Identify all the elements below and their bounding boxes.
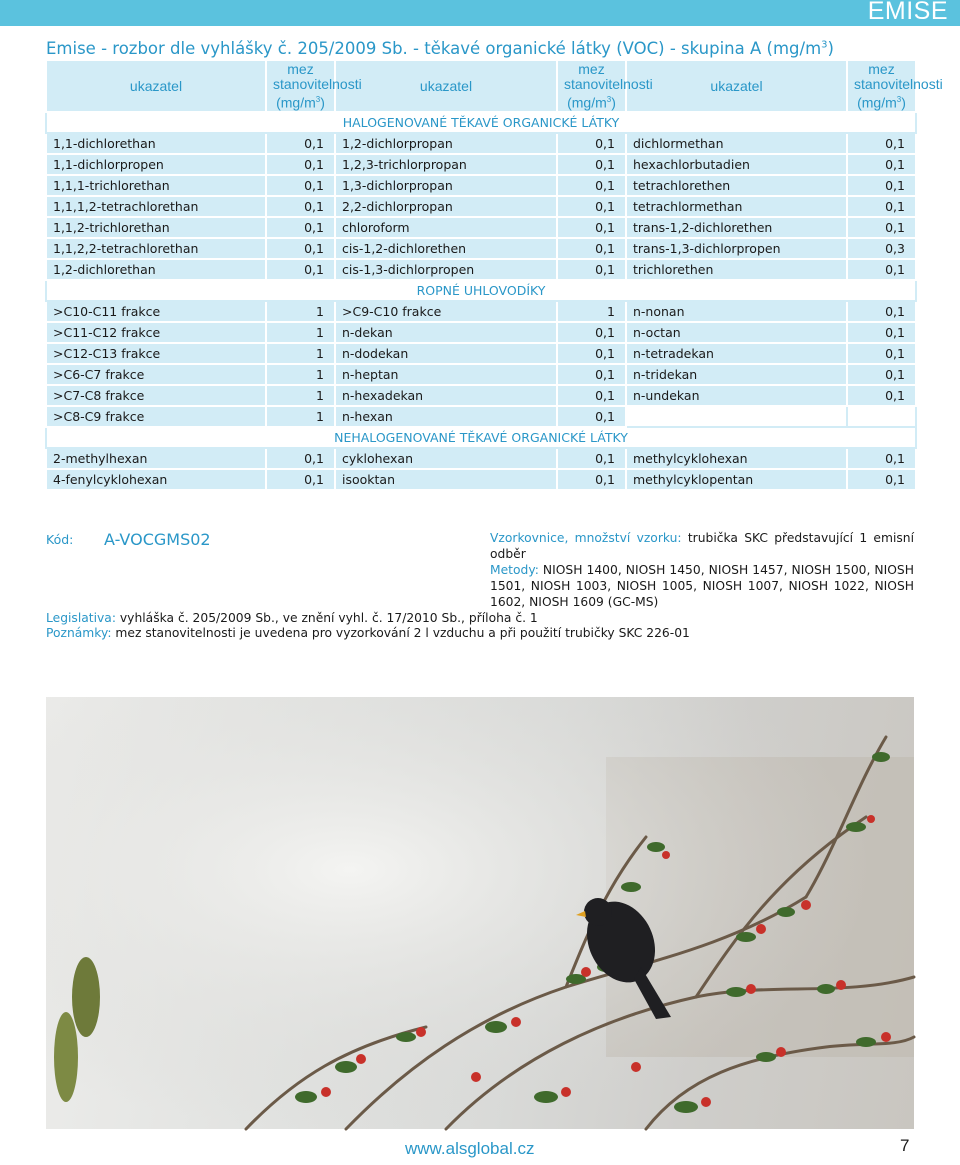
limit-value-cell: 0,1 <box>847 196 916 217</box>
limit-value-cell: 0,1 <box>557 175 626 196</box>
column-header-ukazatel: ukazatel <box>335 60 557 112</box>
table-row <box>46 322 916 343</box>
analyte-name-cell: chloroform <box>335 217 557 238</box>
limit-value-cell: 1 <box>266 322 335 343</box>
analyte-name-cell: trans-1,2-dichlorethen <box>626 217 847 238</box>
section-header-row <box>46 280 916 301</box>
limit-value-cell: 0,1 <box>847 154 916 175</box>
table-row <box>46 469 916 490</box>
analyte-name-cell: >C7-C8 frakce <box>46 385 266 406</box>
limit-value-cell: 1 <box>266 364 335 385</box>
table-row <box>46 196 916 217</box>
limit-value-cell: 1 <box>266 301 335 322</box>
limit-value-cell: 0,1 <box>847 322 916 343</box>
notes-line <box>46 626 690 640</box>
analyte-name-cell <box>626 406 847 427</box>
analyte-name-cell: >C8-C9 frakce <box>46 406 266 427</box>
blackbird-photo <box>46 697 914 1129</box>
limit-value-cell: 0,1 <box>847 217 916 238</box>
analyte-name-cell: dichlormethan <box>626 133 847 154</box>
limit-value-cell: 0,1 <box>847 259 916 280</box>
limit-value-cell: 0,1 <box>847 364 916 385</box>
analyte-name-cell: methylcyklopentan <box>626 469 847 490</box>
analyte-name-cell: n-tridekan <box>626 364 847 385</box>
limit-value-cell: 0,1 <box>557 154 626 175</box>
limit-value-cell: 0,1 <box>557 217 626 238</box>
analyte-name-cell: n-nonan <box>626 301 847 322</box>
limit-value-cell: 0,1 <box>847 343 916 364</box>
analyte-name-cell: n-dekan <box>335 322 557 343</box>
limit-value-cell: 1 <box>557 301 626 322</box>
analyte-name-cell: 2-methylhexan <box>46 448 266 469</box>
table-row <box>46 364 916 385</box>
limit-value-cell: 0,1 <box>266 448 335 469</box>
voc-table <box>45 59 943 491</box>
analyte-name-cell: 1,2-dichlorpropan <box>335 133 557 154</box>
analyte-name-cell: cis-1,2-dichlorethen <box>335 238 557 259</box>
analyte-name-cell: n-octan <box>626 322 847 343</box>
column-header-limit: mez stanovitelnosti $(mg/m^3)$ <box>557 60 626 112</box>
analyte-name-cell: 1,1,2,2-tetrachlorethan <box>46 238 266 259</box>
limit-value-cell: 0,1 <box>557 196 626 217</box>
limit-value-cell: 0,1 <box>266 259 335 280</box>
legislation-line <box>46 611 538 625</box>
analyte-name-cell: cis-1,3-dichlorpropen <box>335 259 557 280</box>
limit-value-cell: 0,1 <box>847 175 916 196</box>
legislation-value: vyhláška č. 205/2009 Sb., ve znění vyhl. č. 17/2010 Sb., příloha č. 1 <box>119 611 538 625</box>
photo-illustration <box>46 697 914 1129</box>
table-row <box>46 175 916 196</box>
limit-value-cell: 0,1 <box>557 406 626 427</box>
limit-value-cell: 0,1 <box>557 385 626 406</box>
limit-value-cell: 0,1 <box>847 133 916 154</box>
code-value: A-VOCGMS02 <box>104 530 211 549</box>
limit-value-cell: 0,1 <box>266 238 335 259</box>
analyte-name-cell: >C11-C12 frakce <box>46 322 266 343</box>
table-row <box>46 217 916 238</box>
analyte-name-cell: isooktan <box>335 469 557 490</box>
analyte-name-cell: >C10-C11 frakce <box>46 301 266 322</box>
sampler-label: Vzorkovnice, množství vzorku: <box>490 531 682 545</box>
analyte-name-cell: n-hexan <box>335 406 557 427</box>
limit-value-cell: 0,3 <box>847 238 916 259</box>
analyte-name-cell: 1,1,2-trichlorethan <box>46 217 266 238</box>
limit-value-cell <box>847 406 916 427</box>
section-header-row <box>46 427 916 448</box>
limit-value-cell: 1 <box>266 385 335 406</box>
analyte-name-cell: 1,1-dichlorpropen <box>46 154 266 175</box>
limit-value-cell: 0,1 <box>266 469 335 490</box>
column-header-ukazatel: ukazatel <box>626 60 847 112</box>
limit-value-cell: 0,1 <box>557 322 626 343</box>
limit-value-cell: 0,1 <box>557 448 626 469</box>
analyte-name-cell: 1,1-dichlorethan <box>46 133 266 154</box>
limit-value-cell: 0,1 <box>557 469 626 490</box>
analyte-name-cell: 1,1,1-trichlorethan <box>46 175 266 196</box>
limit-value-cell: 0,1 <box>557 238 626 259</box>
analyte-name-cell: >C9-C10 frakce <box>335 301 557 322</box>
column-header-limit: mez stanovitelnosti $(mg/m^3)$ <box>266 60 335 112</box>
notes-value: mez stanovitelnosti je uvedena pro vyzorkování 2 l vzduchu a při použití trubičky SKC 226-01 <box>115 626 690 640</box>
header-bar <box>0 0 960 26</box>
analyte-name-cell: n-undekan <box>626 385 847 406</box>
analyte-name-cell: trans-1,3-dichlorpropen <box>626 238 847 259</box>
limit-value-cell: 0,1 <box>847 301 916 322</box>
analyte-name-cell: n-dodekan <box>335 343 557 364</box>
limit-value-cell: 0,1 <box>557 133 626 154</box>
table-row <box>46 301 916 322</box>
methods-value: NIOSH 1400, NIOSH 1450, NIOSH 1457, NIOSH 1500, NIOSH 1501, NIOSH 1003, NIOSH 1005, NIOSH 1007, NIOSH 1022, NIOSH 1602, NIOSH 1609 (GC-MS) <box>490 563 914 609</box>
limit-value-cell: 0,1 <box>847 385 916 406</box>
column-header-limit: mez stanovitelnosti $(mg/m^3)$ <box>847 60 916 112</box>
analyte-name-cell: n-heptan <box>335 364 557 385</box>
limit-value-cell: 0,1 <box>266 175 335 196</box>
analyte-name-cell: cyklohexan <box>335 448 557 469</box>
table-row <box>46 448 916 469</box>
limit-value-cell: 0,1 <box>557 259 626 280</box>
methods-label: Metody: <box>490 563 539 577</box>
limit-value-cell: 0,1 <box>847 469 916 490</box>
table-row <box>46 238 916 259</box>
section-title: NEHALOGENOVANÉ TĚKAVÉ ORGANICKÉ LÁTKY <box>46 427 916 448</box>
limit-value-cell: 1 <box>266 406 335 427</box>
info-block <box>490 530 914 610</box>
table-row <box>46 259 916 280</box>
table-row <box>46 133 916 154</box>
analyte-name-cell: >C6-C7 frakce <box>46 364 266 385</box>
table-row <box>46 154 916 175</box>
limit-value-cell: 0,1 <box>266 154 335 175</box>
limit-value-cell: 0,1 <box>557 364 626 385</box>
analyte-name-cell: 4-fenylcyklohexan <box>46 469 266 490</box>
legislation-label: Legislativa: <box>46 611 116 625</box>
analyte-name-cell: methylcyklohexan <box>626 448 847 469</box>
page-title: Emise - rozbor dle vyhlášky č. 205/2009 Sb. - těkavé organické látky (VOC) - skupina A $(mg/m^3)$ <box>46 39 834 58</box>
sampler-line <box>490 530 914 562</box>
section-title: ROPNÉ UHLOVODÍKY <box>46 280 916 301</box>
analyte-name-cell: tetrachlormethan <box>626 196 847 217</box>
limit-value-cell: 0,1 <box>847 448 916 469</box>
table-row <box>46 343 916 364</box>
analyte-name-cell: 2,2-dichlorpropan <box>335 196 557 217</box>
limit-value-cell: 0,1 <box>266 217 335 238</box>
section-title: HALOGENOVANÉ TĚKAVÉ ORGANICKÉ LÁTKY <box>46 112 916 133</box>
section-tag: EMISE <box>867 0 948 25</box>
analyte-name-cell: hexachlorbutadien <box>626 154 847 175</box>
methods-line <box>490 562 914 610</box>
limit-value-cell: 0,1 <box>266 196 335 217</box>
analyte-name-cell: >C12-C13 frakce <box>46 343 266 364</box>
page-number: 7 <box>900 1136 910 1155</box>
analyte-name-cell: n-hexadekan <box>335 385 557 406</box>
section-header-row <box>46 112 916 133</box>
analyte-name-cell: n-tetradekan <box>626 343 847 364</box>
sampler-value: trubička SKC představující 1 emisní odběr <box>490 531 914 561</box>
analyte-name-cell: 1,2-dichlorethan <box>46 259 266 280</box>
table-header-row <box>46 60 916 112</box>
analyte-name-cell: 1,2,3-trichlorpropan <box>335 154 557 175</box>
table-row <box>46 385 916 406</box>
analyte-name-cell: 1,3-dichlorpropan <box>335 175 557 196</box>
limit-value-cell: 0,1 <box>266 133 335 154</box>
footer-url-link[interactable]: www.alsglobal.cz <box>405 1139 535 1158</box>
code-label: Kód: <box>46 532 74 547</box>
notes-label: Poznámky: <box>46 626 112 640</box>
limit-value-cell: 0,1 <box>557 343 626 364</box>
analyte-name-cell: trichlorethen <box>626 259 847 280</box>
analyte-name-cell: 1,1,1,2-tetrachlorethan <box>46 196 266 217</box>
limit-value-cell: 1 <box>266 343 335 364</box>
column-header-ukazatel: ukazatel <box>46 60 266 112</box>
analyte-name-cell: tetrachlorethen <box>626 175 847 196</box>
table-row <box>46 406 916 427</box>
